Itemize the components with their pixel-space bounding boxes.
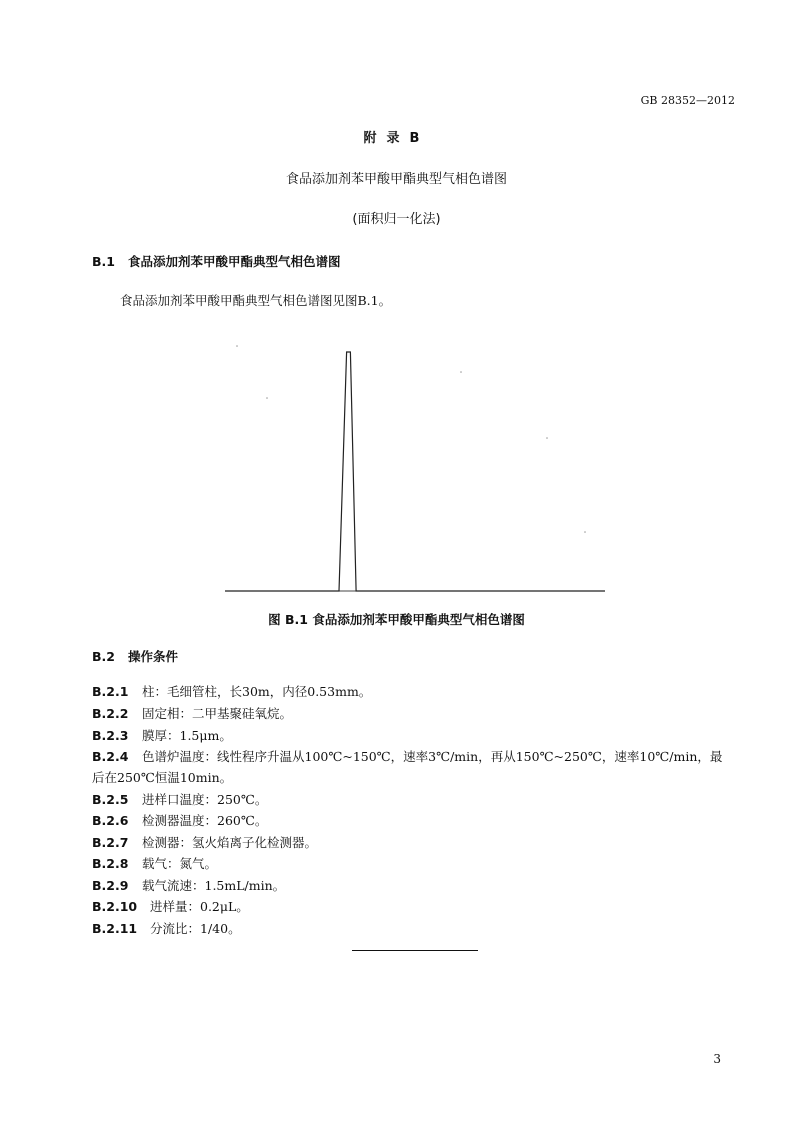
item-text: 固定相：二甲基聚硅氧烷。 xyxy=(142,706,293,721)
item-number: B.2.4 xyxy=(92,749,129,764)
standard-number: GB 28352—2012 xyxy=(640,94,735,107)
condition-item xyxy=(92,681,738,702)
condition-item xyxy=(92,896,738,917)
condition-item xyxy=(92,725,738,746)
condition-item xyxy=(92,746,738,767)
condition-item xyxy=(92,703,738,724)
appendix-subtitle: (面积归一化法) xyxy=(352,212,441,227)
item-text: 后在250℃恒温10min。 xyxy=(92,770,233,785)
section-b2-number: B.2 xyxy=(92,649,115,664)
item-text: 载气流速：1.5mL/min。 xyxy=(142,878,286,893)
item-text: 载气：氮气。 xyxy=(142,856,218,871)
condition-item xyxy=(92,832,738,853)
section-b1-number: B.1 xyxy=(92,254,115,269)
section-b1-text: 食品添加剂苯甲酸甲酯典型气相色谱图见图B.1。 xyxy=(120,293,392,308)
section-b1-heading xyxy=(92,252,341,270)
speckle xyxy=(584,531,586,533)
appendix-label: 附录B xyxy=(363,131,430,146)
item-number: B.2.9 xyxy=(92,878,129,893)
item-text: 进样口温度：250℃。 xyxy=(142,792,268,807)
condition-item xyxy=(92,875,738,896)
item-number: B.2.10 xyxy=(92,899,138,914)
item-text: 色谱炉温度：线性程序升温从100℃~150℃，速率3℃/min，再从150℃~250℃，速率10℃/min，最 xyxy=(142,749,723,764)
chromatogram-chart xyxy=(225,340,610,600)
appendix-title: 食品添加剂苯甲酸甲酯典型气相色谱图 xyxy=(285,172,507,187)
condition-item-continuation xyxy=(92,767,738,788)
figure-caption: 图 B.1 食品添加剂苯甲酸甲酯典型气相色谱图 xyxy=(268,612,525,627)
condition-item xyxy=(92,853,738,874)
section-b2-heading xyxy=(92,647,178,665)
item-number: B.2.7 xyxy=(92,835,129,850)
item-number: B.2.8 xyxy=(92,856,129,871)
condition-item xyxy=(92,810,738,831)
item-text: 检测器温度：260℃。 xyxy=(142,813,268,828)
end-rule xyxy=(352,950,478,951)
chromatogram-peak xyxy=(225,352,605,591)
section-b2-title: 操作条件 xyxy=(128,649,179,664)
speckle xyxy=(266,397,268,399)
item-text: 柱：毛细管柱，长30m，内径0.53mm。 xyxy=(142,684,372,699)
condition-item xyxy=(92,789,738,810)
item-text: 分流比：1/40。 xyxy=(150,921,241,936)
item-number: B.2.6 xyxy=(92,813,129,828)
speckle xyxy=(460,371,462,373)
item-number: B.2.11 xyxy=(92,921,138,936)
item-number: B.2.2 xyxy=(92,706,129,721)
item-text: 膜厚：1.5μm。 xyxy=(142,728,232,743)
condition-item xyxy=(92,918,738,939)
item-number: B.2.5 xyxy=(92,792,129,807)
section-b1-title: 食品添加剂苯甲酸甲酯典型气相色谱图 xyxy=(128,254,341,269)
page-number: 3 xyxy=(713,1052,721,1066)
item-number: B.2.3 xyxy=(92,728,129,743)
speckle xyxy=(236,345,238,347)
item-number: B.2.1 xyxy=(92,684,129,699)
speckle xyxy=(546,437,548,439)
item-text: 进样量：0.2μL。 xyxy=(150,899,249,914)
chart-speckles xyxy=(236,345,586,533)
item-text: 检测器：氢火焰离子化检测器。 xyxy=(142,835,318,850)
